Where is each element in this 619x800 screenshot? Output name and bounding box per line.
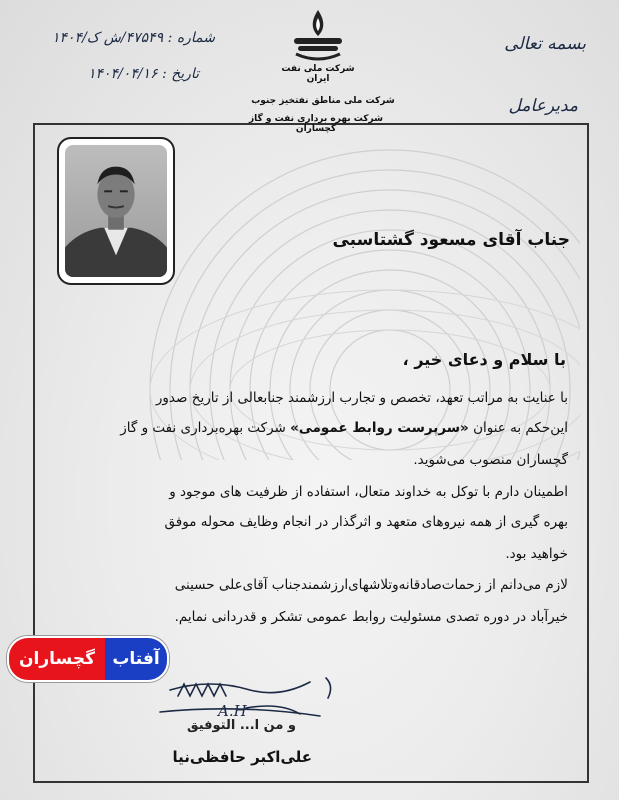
badge-word-aftab: آفتاب: [105, 638, 167, 680]
body-line-3: گچساران منصوب می‌شوید.: [413, 452, 568, 468]
company-line-1: شرکت ملی مناطق نفتخیز جنوب: [251, 96, 395, 106]
addressee-name: جناب آقای مسعود گشتاسبی: [332, 230, 570, 250]
body-line-2-part-1: این‌حکم به عنوان: [473, 420, 568, 436]
number-line: [52, 30, 215, 46]
company-line-2: شرکت بهره برداری نفت و گاز گچساران: [249, 114, 383, 134]
oil-company-logo: [288, 8, 348, 66]
body-line-2-part-2: شرکت بهره‌برداری نفت و گاز: [120, 420, 286, 436]
number-value: ۴۷۵۴۹/ش ک/۱۴۰۴: [52, 30, 164, 46]
recipient-title: مدیرعامل: [508, 96, 578, 116]
body-line-5: بهره گیری از همه نیروهای متعهد و اثرگذار در انجام وظایف محوله موفق: [164, 514, 568, 530]
signature-initials: A.H: [218, 702, 247, 720]
body-line-8: خیرآباد در دوره تصدی مسئولیت روابط عمومی تشکر و قدردانی نمایم.: [174, 609, 568, 625]
date-line: [88, 66, 199, 82]
body-line-6: خواهید بود.: [505, 546, 568, 562]
position-title: «سرپرست روابط عمومی»: [290, 420, 469, 436]
closing-phrase: و من ا... التوفیق: [186, 718, 296, 733]
date-value: ۱۴۰۴/۰۴/۱۶: [88, 66, 158, 82]
portrait-photo-frame: [57, 137, 175, 285]
body-line-2: [48, 416, 568, 440]
portrait-photo: [65, 145, 167, 277]
body-line-4: اطمینان دارم با توکل به خداوند متعال، استفاده از ظرفیت های موجود و: [169, 484, 568, 500]
body-line-7: لازم می‌دانم از زحمات‌صادقانه‌وتلاشهای‌ارزشمندجناب آقای‌علی حسینی: [174, 577, 568, 593]
invocation-text: بسمه تعالی: [504, 34, 586, 54]
body-line-1: با عنایت به مراتب تعهد، تخصص و تجارب ارزشمند جنابعالی از تاریخ صدور: [155, 390, 568, 406]
greeting-line: با سلام و دعای خیر ،: [402, 350, 566, 369]
aftab-gachsaran-badge: [7, 636, 169, 682]
badge-word-gachsaran: گچساران: [9, 638, 105, 680]
portrait-image: [65, 145, 167, 277]
signatory-name: علی‌اکبر حافظی‌نیا: [172, 748, 312, 766]
company-logo-text: شرکت ملی نفت ایران: [281, 64, 355, 84]
date-label: تاریخ :: [162, 66, 200, 82]
number-label: شماره :: [167, 30, 216, 46]
